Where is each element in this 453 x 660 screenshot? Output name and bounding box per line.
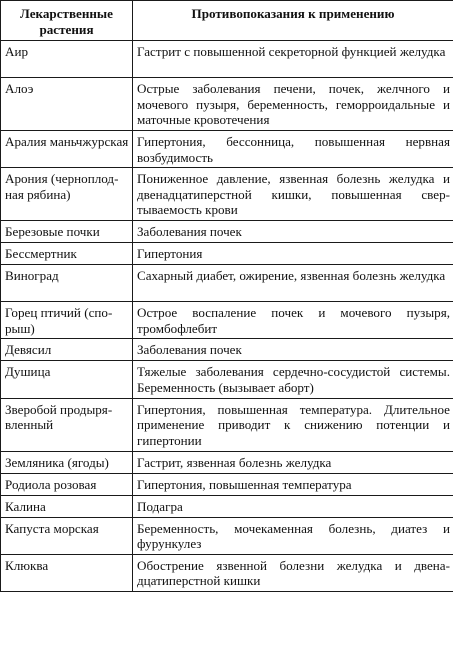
plant-cell: Арония (черноплодная рябина) (1, 168, 133, 221)
plant-cell: Клюква (1, 554, 133, 591)
table-header-row (1, 1, 453, 41)
contraindication-cell: Беременность, мочекаменная болезнь, диатез и фурункулез (133, 517, 453, 554)
contraindication-cell: Сахарный диабет, ожирение, язвенная болезнь желудка (133, 265, 453, 302)
table-row (1, 339, 453, 361)
contraindication-cell: Гастрит с повышенной секреторной функцией желудка (133, 41, 453, 78)
table-row (1, 517, 453, 554)
contraindication-cell: Гипертония, повышенная температура (133, 473, 453, 495)
contraindication-cell: Гастрит, язвенная болезнь желудка (133, 451, 453, 473)
plant-cell: Девясил (1, 339, 133, 361)
contraindication-cell: Пониженное давление, язвенная болезнь желудка и двенадцатиперстной кишки, повышенная свертываемость крови (133, 168, 453, 221)
contraindication-cell: Острые заболевания печени, почек, желчного и мочевого пузыря, беременность, геморроидальные и маточные кровотечения (133, 78, 453, 131)
table-row (1, 221, 453, 243)
plant-cell: Родиола розовая (1, 473, 133, 495)
plant-cell: Калина (1, 495, 133, 517)
table-row (1, 41, 453, 78)
table-row (1, 243, 453, 265)
table-row (1, 361, 453, 398)
contraindication-cell: Гипертония (133, 243, 453, 265)
plant-cell: Горец птичий (спорыш) (1, 302, 133, 339)
table-row (1, 495, 453, 517)
table-row (1, 168, 453, 221)
contraindication-cell: Заболевания почек (133, 221, 453, 243)
table-row (1, 78, 453, 131)
header-plants: Лекарственные растения (1, 1, 133, 41)
contraindication-cell: Подагра (133, 495, 453, 517)
contraindication-cell: Острое воспаление почек и мочевого пузыря, тромбофлебит (133, 302, 453, 339)
table-row (1, 302, 453, 339)
table-row (1, 398, 453, 451)
plant-cell: Аир (1, 41, 133, 78)
contraindication-cell: Заболевания почек (133, 339, 453, 361)
plant-cell: Душица (1, 361, 133, 398)
contraindication-cell: Гипертония, бессонница, повышенная нервная возбудимость (133, 131, 453, 168)
plant-cell: Земляника (ягоды) (1, 451, 133, 473)
table-row (1, 554, 453, 591)
contraindication-cell: Тяжелые заболевания сердечно-сосудистой системы. Беременность (вызывает аборт) (133, 361, 453, 398)
plant-cell: Виноград (1, 265, 133, 302)
plant-cell: Аралия маньчжурская (1, 131, 133, 168)
plant-cell: Бессмертник (1, 243, 133, 265)
plant-cell: Березовые почки (1, 221, 133, 243)
plant-cell: Капуста морская (1, 517, 133, 554)
table-row (1, 131, 453, 168)
table-row (1, 451, 453, 473)
plant-cell: Зверобой продырявленный (1, 398, 133, 451)
plant-cell: Алоэ (1, 78, 133, 131)
contraindication-cell: Обострение язвенной болезни желудка и двенадцатиперстной кишки (133, 554, 453, 591)
table-row (1, 265, 453, 302)
header-contraindications: Противопоказания к применению (133, 1, 453, 41)
table-row (1, 473, 453, 495)
contraindication-cell: Гипертония, повышенная температура. Длительное применение приводит к снижению потенции и гипертонии (133, 398, 453, 451)
